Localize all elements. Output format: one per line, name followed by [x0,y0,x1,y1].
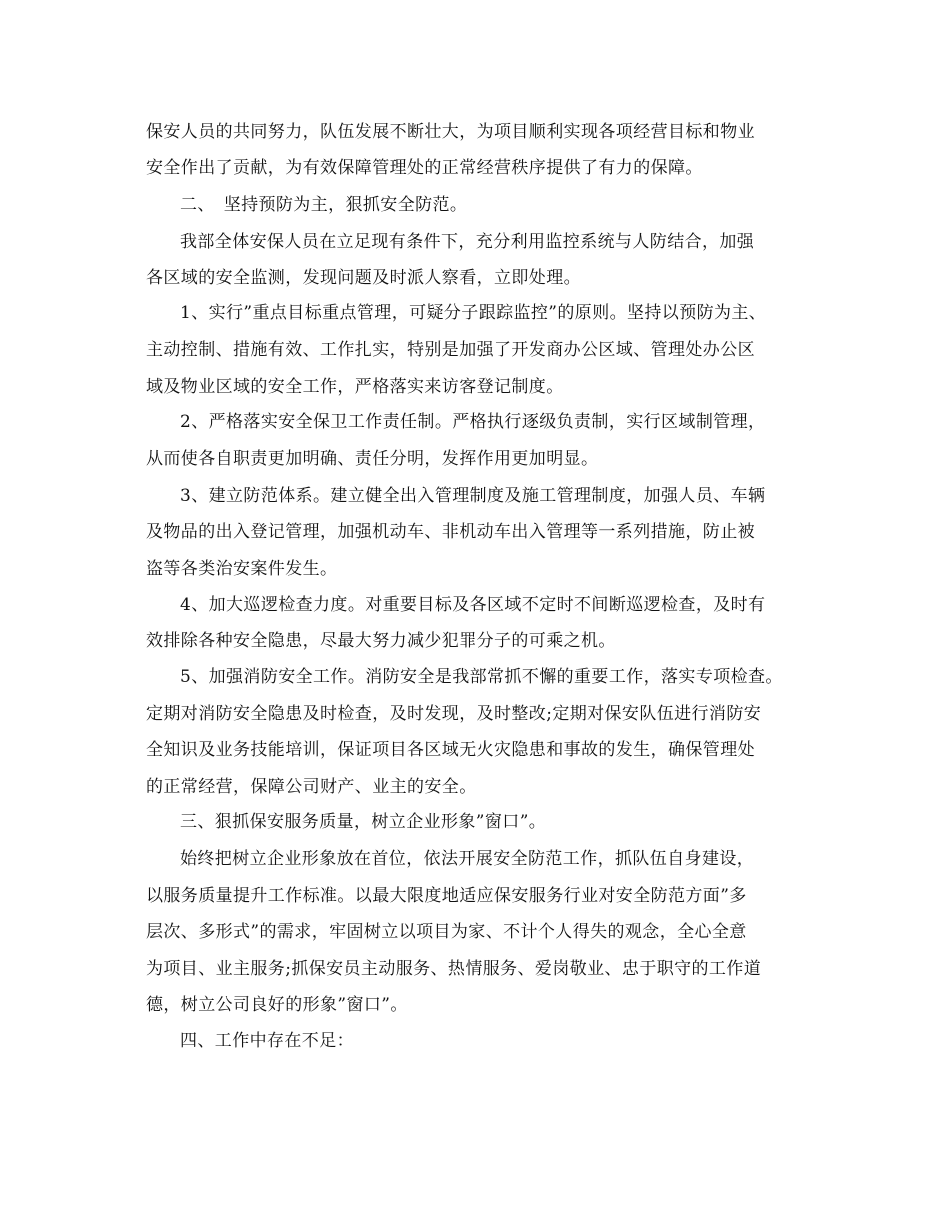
section-heading: 三、狠抓保安服务质量，树立企业形象”窗口”。 [180,812,547,832]
text-line: 效排除各种安全隐患，尽最大努力减少犯罪分子的可乘之机。 [146,631,616,651]
text-line: 主动控制、措施有效、工作扎实，特别是加强了开发商办公区域、管理处办公区 [146,340,755,360]
text-line: 盗等各类治安案件发生。 [146,559,338,579]
text-line: 域及物业区域的安全工作，严格落实来访客登记制度。 [146,377,564,397]
text-line: 及物品的出入登记管理，加强机动车、非机动车出入管理等一系列措施，防止被 [146,522,755,542]
list-item: 4、加大巡逻检查力度。对重要目标及各区域不定时不间断巡逻检查，及时有 [180,595,766,615]
text-line: 的正常经营，保障公司财产、业主的安全。 [146,777,477,797]
text-line: 为项目、业主服务;抓保安员主动服务、热情服务、爱岗敬业、忠于职守的工作道 [146,959,762,979]
text-line: 始终把树立企业形象放在首位，依法开展安全防范工作，抓队伍自身建设， [180,849,755,869]
text-line: 定期对消防安全隐患及时检查，及时发现，及时整改;定期对保安队伍进行消防安 [146,704,762,724]
text-line: 安全作出了贡献，为有效保障管理处的正常经营秩序提供了有力的保障。 [146,158,703,178]
list-item: 3、建立防范体系。建立健全出入管理制度及施工管理制度，加强人员、车辆 [180,486,766,506]
text-line: 从而使各自职责更加明确、责任分明，发挥作用更加明显。 [146,449,599,469]
text-line: 层次、多形式”的需求，牢固树立以项目为家、不计个人得失的观念，全心全意 [146,922,747,942]
text-line: 全知识及业务技能培训，保证项目各区域无火灾隐患和事故的发生，确保管理处 [146,740,755,760]
text-line: 我部全体安保人员在立足现有条件下，充分利用监控系统与人防结合，加强 [180,232,755,252]
text-line: 德，树立公司良好的形象”窗口”。 [146,995,408,1015]
list-item: 1、实行”重点目标重点管理，可疑分子跟踪监控”的原则。坚持以预防为主、 [180,303,767,323]
list-item: 5、加强消防安全工作。消防安全是我部常抓不懈的重要工作，落实专项检查。 [180,667,783,687]
text-line: 各区域的安全监测，发现问题及时派人察看，立即处理。 [146,268,581,288]
section-heading: 二、 坚持预防为主，狠抓安全防范。 [180,195,468,215]
text-line: 保安人员的共同努力，队伍发展不断壮大，为项目顺利实现各项经营目标和物业 [146,122,755,142]
section-heading: 四、工作中存在不足： [180,1031,354,1051]
text-line: 以服务质量提升工作标准。以最大限度地适应保安服务行业对安全防范方面”多 [146,886,747,906]
list-item: 2、严格落实安全保卫工作责任制。严格执行逐级负责制，实行区域制管理， [180,412,766,432]
